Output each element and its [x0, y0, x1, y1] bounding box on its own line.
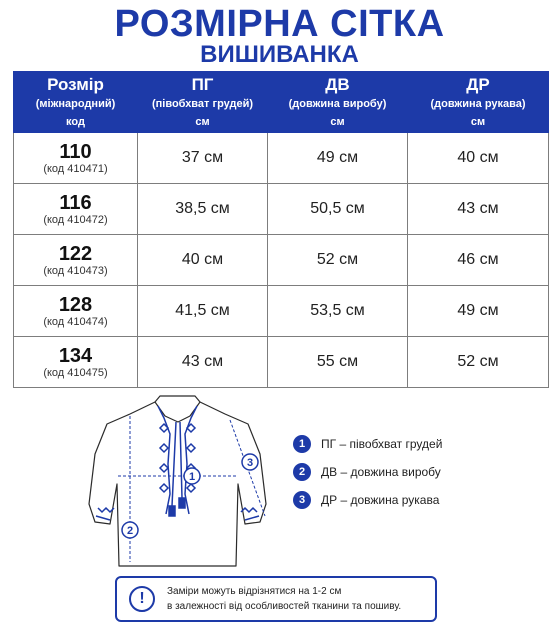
size-code: (код 410471): [43, 162, 108, 175]
size-value: 128: [58, 293, 93, 316]
dv-cell: 50,5 см: [268, 184, 408, 235]
column-header-sub: (довжина виробу): [288, 98, 387, 110]
dv-cell: 49 см: [268, 133, 408, 184]
note-line-2: в залежності від особливостей тканини та пошиву.: [167, 601, 402, 612]
size-value: 110: [59, 140, 92, 163]
size-table: [13, 71, 549, 388]
dr-cell: 49 см: [408, 286, 549, 337]
note-text: [167, 584, 401, 614]
page-title: РОЗМІРНА СІТКА: [114, 3, 445, 45]
size-code: (код 410474): [43, 315, 108, 328]
column-header-size: [14, 72, 138, 133]
column-header-label: ДР: [466, 75, 490, 94]
dr-cell: 40 см: [408, 133, 549, 184]
size-value: 134: [58, 344, 93, 367]
dv-cell: 55 см: [268, 337, 408, 388]
pg-cell: 41,5 см: [138, 286, 268, 337]
dv-cell: 53,5 см: [268, 286, 408, 337]
marker-1: [184, 468, 200, 484]
measurement-legend: [293, 430, 442, 514]
pg-cell: 40 см: [138, 235, 268, 286]
dv-cell: 52 см: [268, 235, 408, 286]
size-code: (код 410475): [43, 366, 108, 379]
dr-cell: 43 см: [408, 184, 549, 235]
size-code: (код 410473): [43, 264, 108, 277]
size-code: (код 410472): [43, 213, 108, 226]
column-header-sub: (півобхват грудей): [151, 98, 254, 110]
size-cell: [14, 286, 138, 337]
note-box: [115, 576, 437, 622]
marker-2: [122, 522, 138, 538]
column-header-unit: см: [330, 116, 345, 128]
table-row: [14, 286, 549, 337]
column-header-sub: (довжина рукава): [430, 98, 526, 110]
svg-text:2: 2: [126, 525, 134, 537]
pg-cell: 37 см: [138, 133, 268, 184]
note-line-1: Заміри можуть відрізнятися на 1-2 см: [167, 586, 342, 597]
column-header-label: ДВ: [325, 75, 350, 94]
column-header-sub: (міжнародний): [35, 98, 116, 110]
legend-item: [293, 458, 442, 486]
legend-number-badge: 3: [293, 491, 311, 509]
legend-item: [293, 430, 442, 458]
table-row: [14, 184, 549, 235]
size-cell: [14, 184, 138, 235]
legend-text: ПГ – півобхват грудей: [321, 437, 443, 451]
column-header-dr: [408, 72, 549, 133]
svg-text:3: 3: [246, 457, 254, 469]
legend-number-badge: 1: [293, 435, 311, 453]
dr-cell: 46 см: [408, 235, 549, 286]
shirt-body: [89, 402, 266, 566]
svg-text:1: 1: [188, 471, 196, 483]
shirt-diagram: [60, 394, 295, 574]
column-header-unit: см: [470, 116, 486, 128]
column-header-unit: код: [66, 116, 85, 128]
size-cell: [14, 133, 138, 184]
pg-cell: 43 см: [138, 337, 268, 388]
size-cell: [14, 235, 138, 286]
page-subtitle: ВИШИВАНКА: [200, 41, 359, 68]
legend-item: [293, 486, 442, 514]
table-row: [14, 337, 549, 388]
column-header-pg: [138, 72, 268, 133]
column-header-label: ПГ: [191, 75, 214, 94]
pg-cell: 38,5 см: [138, 184, 268, 235]
table-row: [14, 133, 549, 184]
marker-3: [242, 454, 258, 470]
legend-number-badge: 2: [293, 463, 311, 481]
size-value: 116: [59, 191, 92, 214]
exclamation-icon: !: [129, 586, 155, 612]
table-row: [14, 235, 549, 286]
size-value: 122: [58, 242, 93, 265]
legend-text: ДР – довжина рукава: [321, 493, 440, 507]
column-header-dv: [268, 72, 408, 133]
size-cell: [14, 337, 138, 388]
legend-text: ДВ – довжина виробу: [321, 465, 441, 479]
table-header-row: [14, 72, 549, 133]
dr-cell: 52 см: [408, 337, 549, 388]
column-header-label: Розмір: [47, 75, 104, 94]
column-header-unit: см: [195, 116, 210, 128]
